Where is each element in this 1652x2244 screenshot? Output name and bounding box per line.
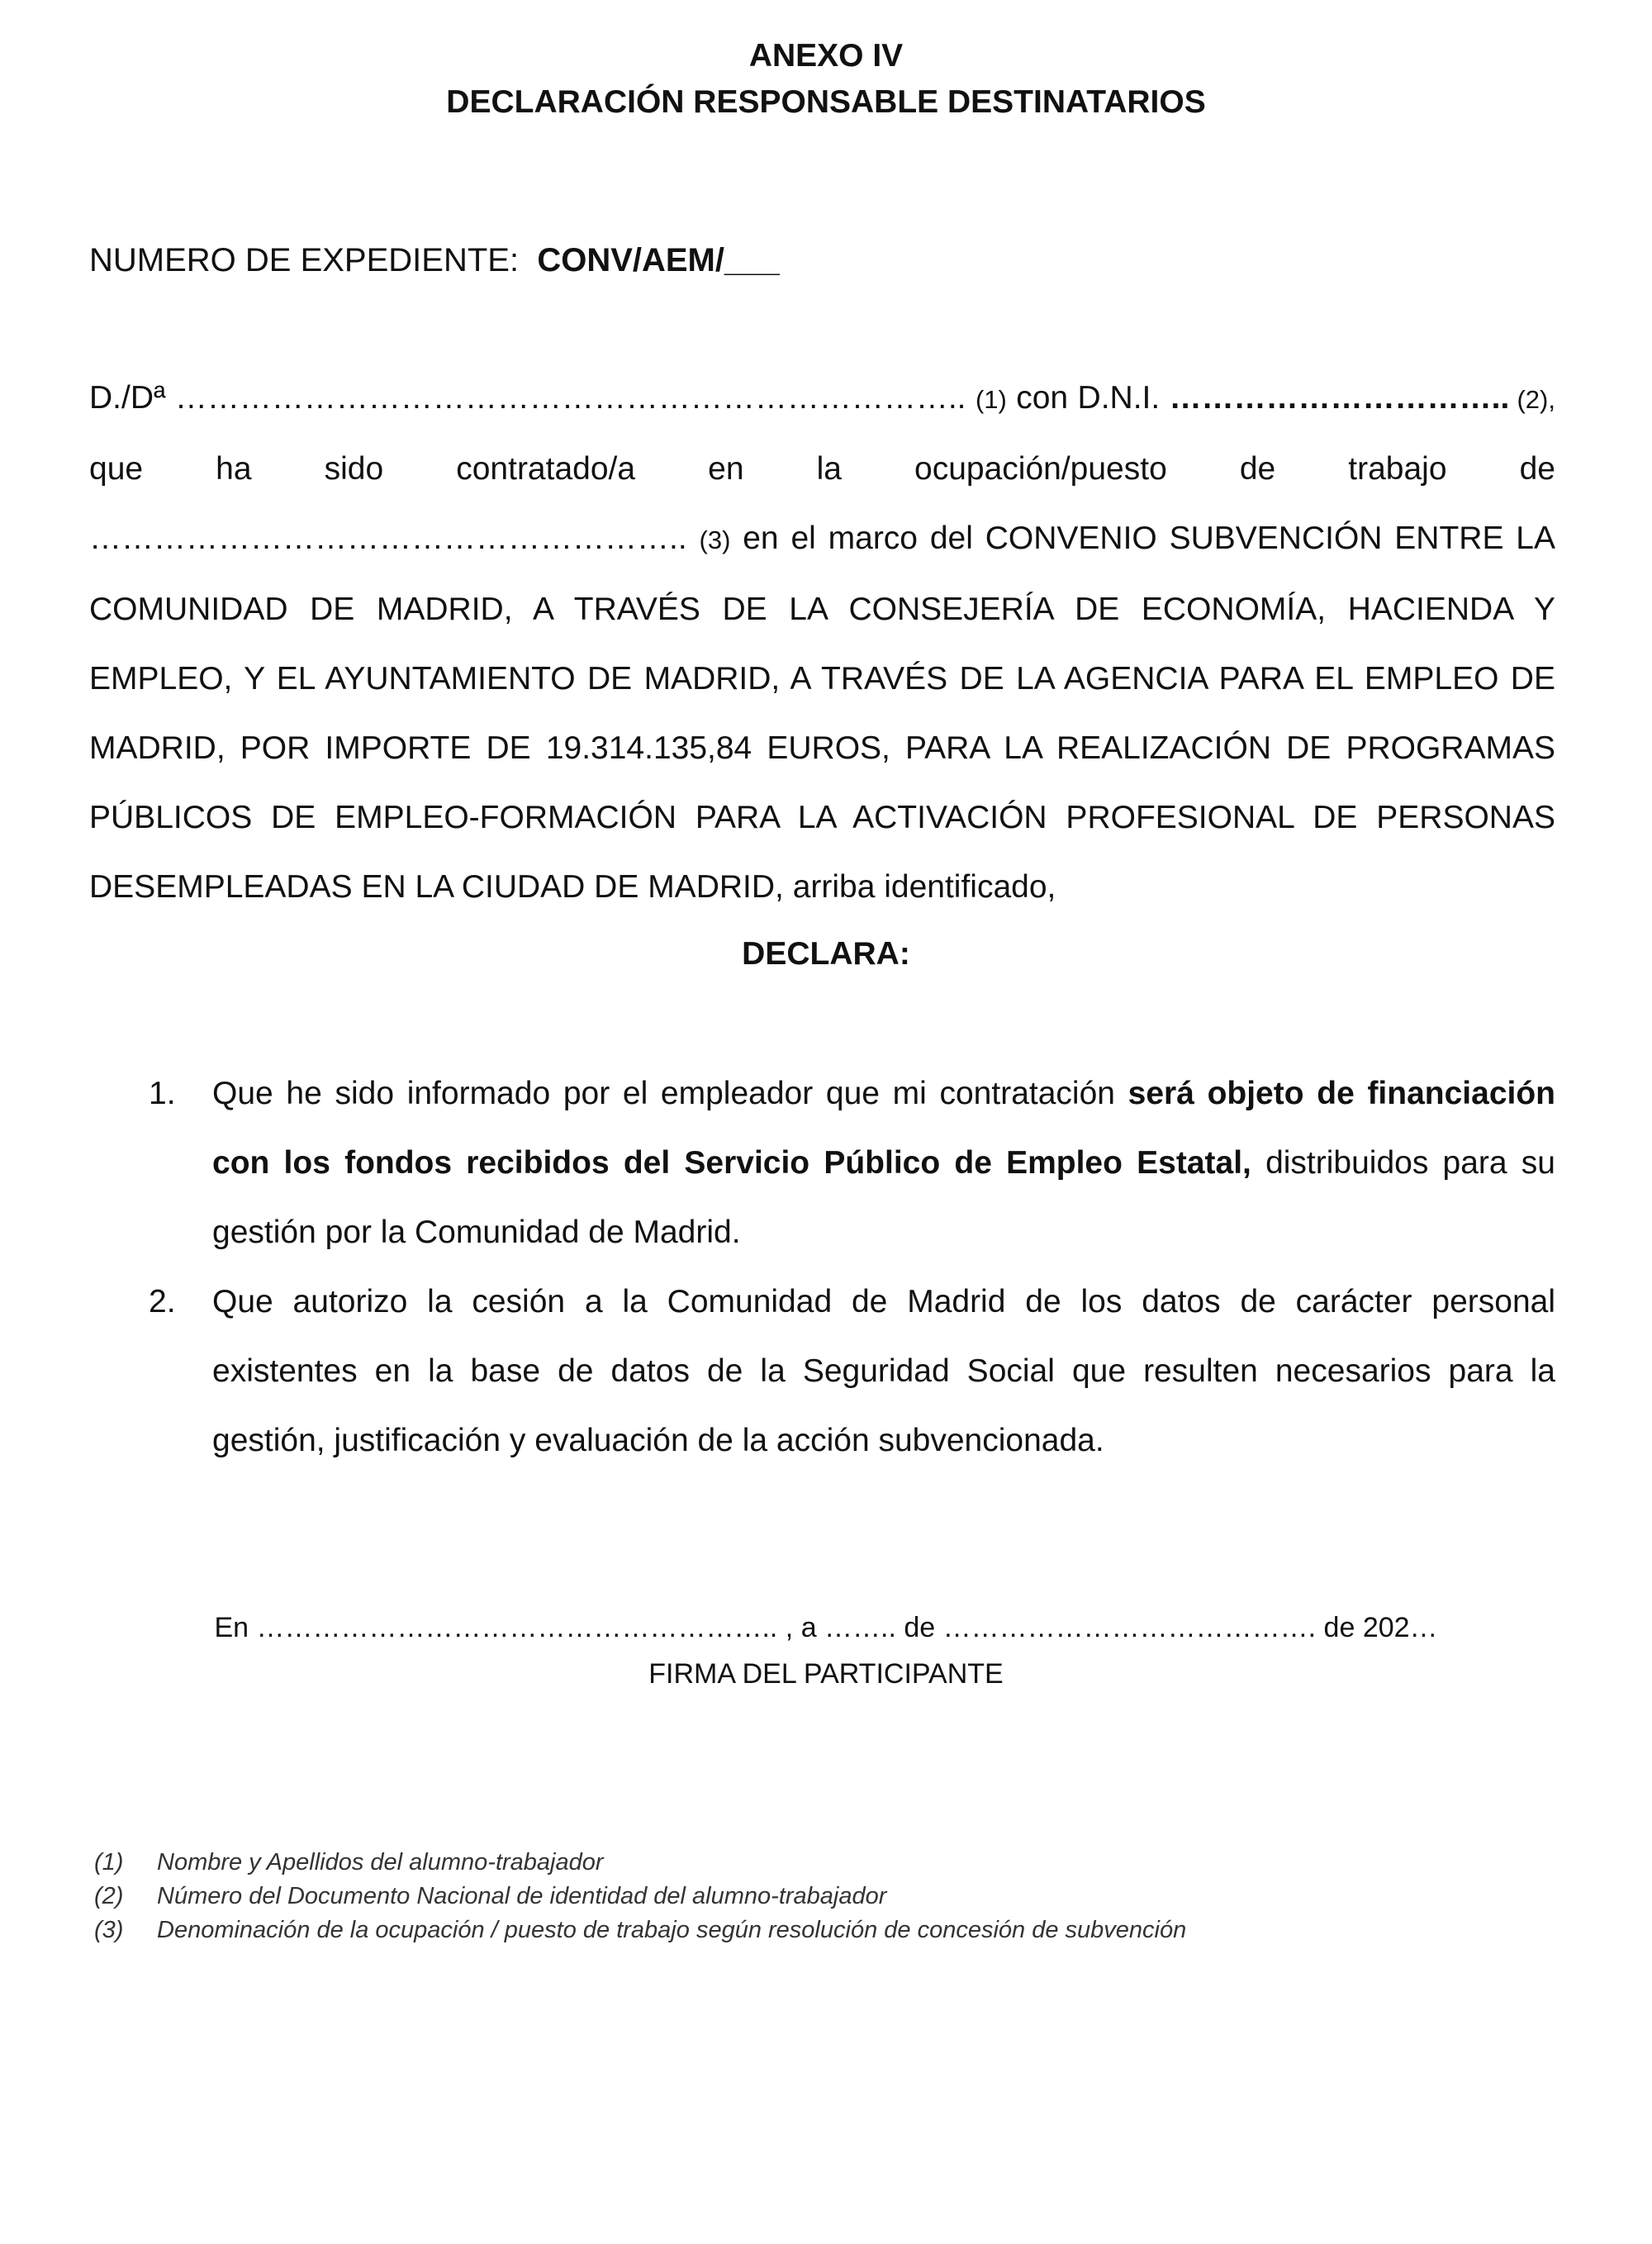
intro-paragraph — [89, 364, 1555, 922]
footnote-number: (2) — [94, 1883, 124, 1909]
footnote-number: (3) — [94, 1917, 124, 1943]
footnote-number: (1) — [94, 1849, 124, 1876]
expediente-code: CONV/AEM/___ — [537, 242, 780, 278]
footnote-text: Denominación de la ocupación / puesto de trabajo según resolución de concesión de subvención — [157, 1917, 1187, 1943]
intro-occupation: que ha sido contratado/a en la ocupación/puesto de trabajo de ……………………………………………….. — [89, 451, 1555, 556]
ref-1: (1) — [975, 385, 1007, 414]
intro-dni-field: ………………………….. — [1169, 380, 1510, 416]
annex-heading: ANEXO IV — [748, 38, 904, 74]
expediente-line — [89, 240, 780, 281]
signature-label: FIRMA DEL PARTICIPANTE — [648, 1658, 1004, 1690]
footnote-text: Número del Documento Nacional de identidad del alumno-trabajador — [157, 1883, 887, 1909]
signature-place-date-line: En ……………………………………………….. , a …….. de …………………………………. de 202… — [214, 1612, 1438, 1643]
ref-3: (3) — [699, 525, 731, 554]
expediente-label: NUMERO DE EXPEDIENTE: — [89, 242, 520, 278]
list-item-number: 2. — [149, 1284, 176, 1319]
list-item-number: 1. — [149, 1076, 176, 1111]
ref-2: (2), — [1509, 385, 1555, 414]
item-1-text-a: Que he sido informado por el empleador que mi contratación — [212, 1076, 1128, 1111]
intro-name-field: D./Dª ……………………………………………………………….. — [89, 380, 976, 416]
list-item-text: Que autorizo la cesión a la Comunidad de Madrid de los datos de carácter personal existentes en la base de datos de la Seguridad Social que resulten necesarios para la gestión, justificación y evaluación de la acción subvencionada. — [212, 1284, 1555, 1458]
declara-heading: DECLARA: — [742, 936, 910, 972]
item-1-text-b: distribuidos para su gestión por la Comunidad de Madrid. — [212, 1145, 1555, 1250]
item-1-bold-text: será objeto de financiación con los fondos recibidos del Servicio Público de Empleo Estatal, — [212, 1076, 1555, 1181]
intro-dni-label: con D.N.I. — [1006, 380, 1170, 416]
document-title: DECLARACIÓN RESPONSABLE DESTINATARIOS — [446, 84, 1206, 120]
footnote-text: Nombre y Apellidos del alumno-trabajador — [157, 1849, 604, 1876]
intro-convenio-text: en el marco del CONVENIO SUBVENCIÓN ENTRE LA COMUNIDAD DE MADRID, A TRAVÉS DE LA CONSEJERÍA DE ECONOMÍA, HACIENDA Y EMPLEO, Y EL AYUNTAMIENTO DE MADRID, A TRAVÉS DE LA AGENCIA PARA EL EMPLEO DE MADRID, POR IMPORTE DE 19.314.135,84 EUROS, PARA LA REALIZACIÓN DE PROGRAMAS PÚBLICOS DE EMPLEO-FORMACIÓN PARA LA ACTIVACIÓN PROFESIONAL DE PERSONAS DESEMPLEADAS EN LA CIUDAD DE MADRID, arriba identificado, — [89, 521, 1555, 905]
list-item-text — [212, 1059, 1555, 1267]
